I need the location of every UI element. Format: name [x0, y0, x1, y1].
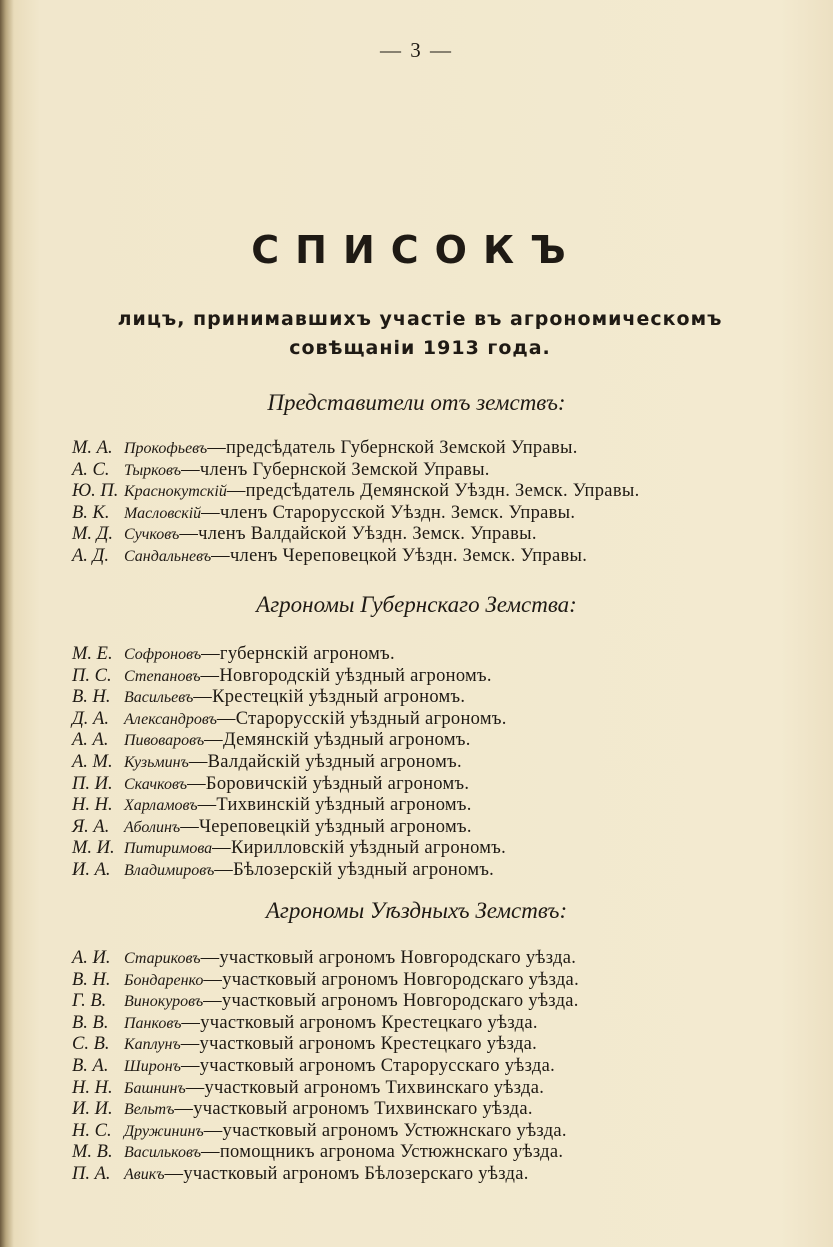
list-item — [72, 524, 792, 546]
person-surname: Пивоваровъ — [124, 732, 205, 750]
page-subtitle: лицъ, принимавшихъ участіе въ агрономическомъ совѣщаніи 1913 года. — [117, 308, 723, 359]
person-initials: С. В. — [72, 1034, 110, 1055]
person-position: —Череповецкій уѣздный агрономъ. — [180, 816, 472, 837]
list-item — [72, 1056, 792, 1078]
person-initials: М. Д. — [72, 524, 114, 545]
person-surname: Кузьминъ — [124, 753, 189, 771]
list-item — [72, 838, 792, 860]
person-initials: Д. А. — [72, 708, 109, 729]
person-position: —предсѣдатель Губернской Земской Управы. — [207, 438, 578, 458]
list-item — [72, 1013, 792, 1035]
list-item — [72, 687, 792, 709]
person-initials: В. В. — [72, 1012, 109, 1033]
person-surname: Масловскій — [124, 504, 202, 522]
person-surname: Краснокутскій — [124, 483, 227, 501]
person-surname: Скачковъ — [124, 775, 188, 793]
person-surname: Васильевъ — [124, 689, 194, 707]
person-surname: Софроновъ — [124, 646, 202, 663]
page-number: — 3 — — [380, 38, 453, 62]
list-item — [72, 503, 792, 525]
person-position: —участковый агрономъ Тихвинскаго уѣзда. — [185, 1077, 545, 1098]
person-initials: А. И. — [72, 948, 111, 968]
person-position: —Боровичскій уѣздный агрономъ. — [187, 773, 470, 794]
person-position: —участковый агрономъ Тихвинскаго уѣзда. — [174, 1099, 533, 1120]
person-position: —участковый агрономъ Устюжнскаго уѣзда. — [203, 1120, 567, 1141]
section-heading-district-agronomists: Агрономы Уѣздныхъ Земствъ: — [265, 898, 568, 923]
person-surname: Сучковъ — [124, 526, 180, 544]
person-initials: Ю. П. — [72, 481, 119, 502]
person-surname: Авикъ — [124, 1165, 165, 1183]
district-agronomists-list — [72, 948, 792, 1186]
person-position: —участковый агрономъ Старорусскаго уѣзда. — [180, 1055, 556, 1076]
list-item — [72, 666, 792, 688]
person-position: —предсѣдатель Демянской Уѣздн. Земск. Управы. — [226, 481, 640, 502]
person-surname: Бондаренко — [124, 971, 204, 989]
person-position: —членъ Старорусской Уѣздн. Земск. Управы. — [201, 502, 576, 523]
list-item — [72, 860, 792, 882]
list-item — [72, 774, 792, 796]
person-position: —участковый агрономъ Новгородскаго уѣзда. — [203, 969, 579, 990]
person-initials: Н. Н. — [72, 1077, 113, 1098]
person-position: —помощникъ агронома Устюжнскаго уѣзда. — [201, 1142, 564, 1163]
person-initials: Я. А. — [72, 816, 110, 837]
person-surname: Сандальневъ — [124, 547, 212, 565]
list-item — [72, 752, 792, 774]
person-initials: В. Н. — [72, 969, 111, 990]
person-surname: Стариковъ — [124, 950, 201, 967]
person-initials: В. А. — [72, 1055, 109, 1076]
list-item — [72, 644, 792, 666]
person-position: —Тихвинскій уѣздный агрономъ. — [197, 795, 472, 816]
person-initials: А. С. — [72, 459, 110, 480]
person-position: —участковый агрономъ Новгородскаго уѣзда. — [200, 948, 577, 968]
provincial-agronomists-list — [72, 644, 792, 882]
person-initials: М. Е. — [72, 644, 113, 664]
list-item — [72, 1142, 792, 1164]
person-position: —участковый агрономъ Крестецкаго уѣзда. — [181, 1012, 538, 1033]
person-initials: М. В. — [72, 1142, 113, 1163]
person-surname: Панковъ — [124, 1014, 182, 1032]
person-position: —участковый агрономъ Новгородскаго уѣзда. — [203, 991, 579, 1012]
person-surname: Питиримова — [124, 840, 213, 858]
list-item — [72, 795, 792, 817]
person-initials: И. А. — [72, 859, 111, 880]
person-initials: А. Д. — [72, 545, 109, 566]
list-item — [72, 730, 792, 752]
zemstvo-representatives-list — [72, 438, 792, 568]
list-item — [72, 709, 792, 731]
person-surname: Степановъ — [124, 667, 201, 685]
list-item — [72, 970, 792, 992]
person-surname: Васильковъ — [124, 1144, 202, 1162]
person-initials: М. И. — [72, 838, 115, 859]
person-initials: П. А. — [72, 1163, 111, 1184]
person-surname: Аболинъ — [124, 818, 181, 836]
person-position: —членъ Череповецкой Уѣздн. Земск. Управы. — [211, 545, 588, 566]
person-position: —Крестецкій уѣздный агрономъ. — [193, 687, 466, 708]
person-initials: А. М. — [72, 751, 113, 772]
person-surname: Каплунъ — [124, 1036, 181, 1054]
person-position: —Кирилловскій уѣздный агрономъ. — [212, 838, 507, 859]
person-surname: Дружининъ — [124, 1122, 204, 1140]
person-position: —Валдайскій уѣздный агрономъ. — [188, 751, 462, 772]
person-position: —Демянскій уѣздный агрономъ. — [204, 730, 471, 751]
person-position: —участковый агрономъ Крестецкаго уѣзда. — [180, 1034, 538, 1055]
person-position: —членъ Губернской Земской Управы. — [181, 459, 490, 480]
person-position: —Старорусскій уѣздный агрономъ. — [216, 708, 507, 729]
person-surname: Владимировъ — [124, 861, 215, 879]
list-item — [72, 481, 792, 503]
person-surname: Широнъ — [124, 1057, 181, 1075]
section-heading-zemstvo-representatives: Представители отъ земствъ: — [267, 390, 566, 415]
page-title: СПИСОКЪ — [251, 228, 582, 272]
person-surname: Харламовъ — [124, 797, 198, 815]
person-position: —членъ Валдайской Уѣздн. Земск. Управы. — [179, 524, 537, 545]
section-heading-provincial-agronomists: Агрономы Губернскаго Земства: — [256, 592, 577, 617]
list-item — [72, 460, 792, 482]
list-item — [72, 546, 792, 568]
person-initials: Г. В. — [72, 991, 107, 1012]
person-initials: В. К. — [72, 502, 110, 523]
person-initials: Н. С. — [72, 1120, 112, 1141]
list-item — [72, 948, 792, 970]
person-position: —Бѣлозерскій уѣздный агрономъ. — [214, 859, 495, 880]
person-initials: М. А. — [72, 438, 113, 458]
person-position: —губернскій агрономъ. — [201, 644, 395, 664]
list-item — [72, 438, 792, 460]
list-item — [72, 991, 792, 1013]
list-item — [72, 1164, 792, 1186]
person-initials: П. С. — [72, 665, 112, 686]
person-surname: Прокофьевъ — [124, 440, 208, 457]
person-initials: П. И. — [72, 773, 113, 794]
list-item — [72, 1121, 792, 1143]
person-surname: Башнинъ — [124, 1079, 186, 1097]
person-surname: Александровъ — [124, 710, 217, 728]
list-item — [72, 1078, 792, 1100]
person-surname: Вельтъ — [124, 1101, 175, 1119]
person-position: —Новгородскій уѣздный агрономъ. — [200, 665, 492, 686]
person-surname: Тырковъ — [124, 461, 182, 479]
list-item — [72, 1099, 792, 1121]
person-initials: В. Н. — [72, 687, 111, 708]
person-surname: Винокуровъ — [124, 993, 204, 1011]
person-initials: А. А. — [72, 730, 109, 751]
person-position: —участковый агрономъ Бѣлозерскаго уѣзда. — [164, 1163, 529, 1184]
list-item — [72, 817, 792, 839]
person-initials: Н. Н. — [72, 795, 113, 816]
person-initials: И. И. — [72, 1099, 113, 1120]
list-item — [72, 1034, 792, 1056]
